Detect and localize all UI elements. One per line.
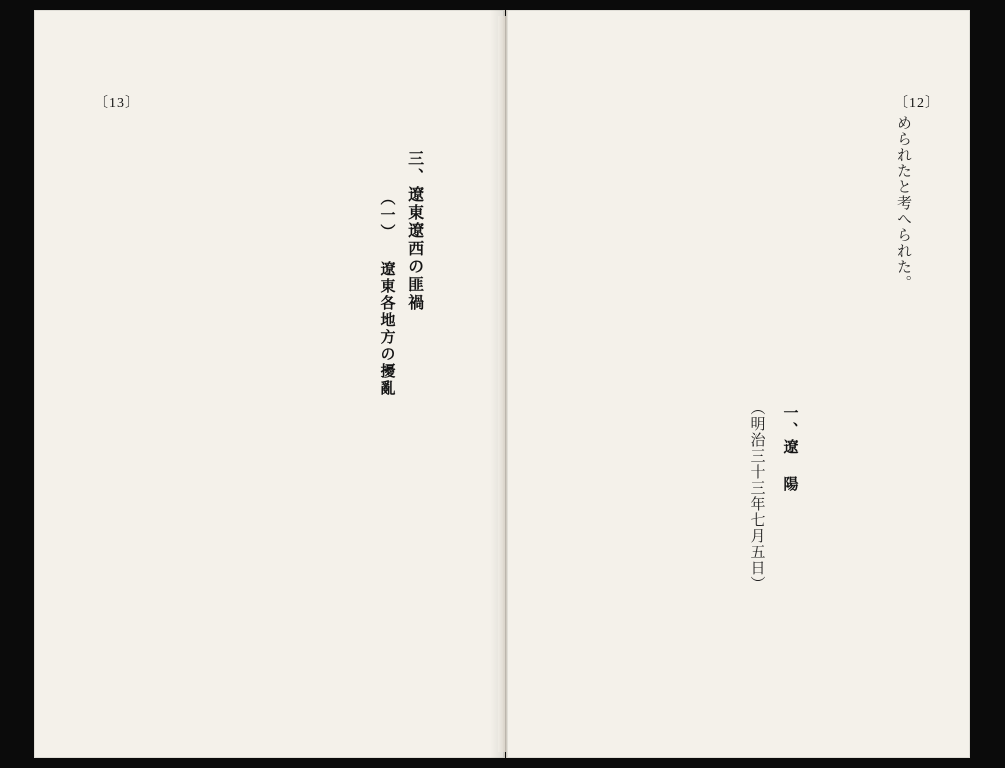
- left-page-number: 〔13〕: [94, 96, 140, 111]
- right-page-note: （明治三十三年七月五日）: [748, 400, 767, 592]
- right-subsection-heading: 一、遼 陽: [781, 405, 800, 493]
- right-page: [506, 10, 970, 758]
- book-spread: [16, 10, 981, 758]
- section-heading: 三、遼東遼西の匪禍: [405, 150, 425, 312]
- right-page-number: 〔12〕: [894, 96, 940, 111]
- right-page-top-line: められたと考へられた。: [895, 115, 913, 291]
- left-page: [34, 10, 505, 758]
- subsection-heading: （一） 遼東各地方の擾亂: [378, 190, 397, 397]
